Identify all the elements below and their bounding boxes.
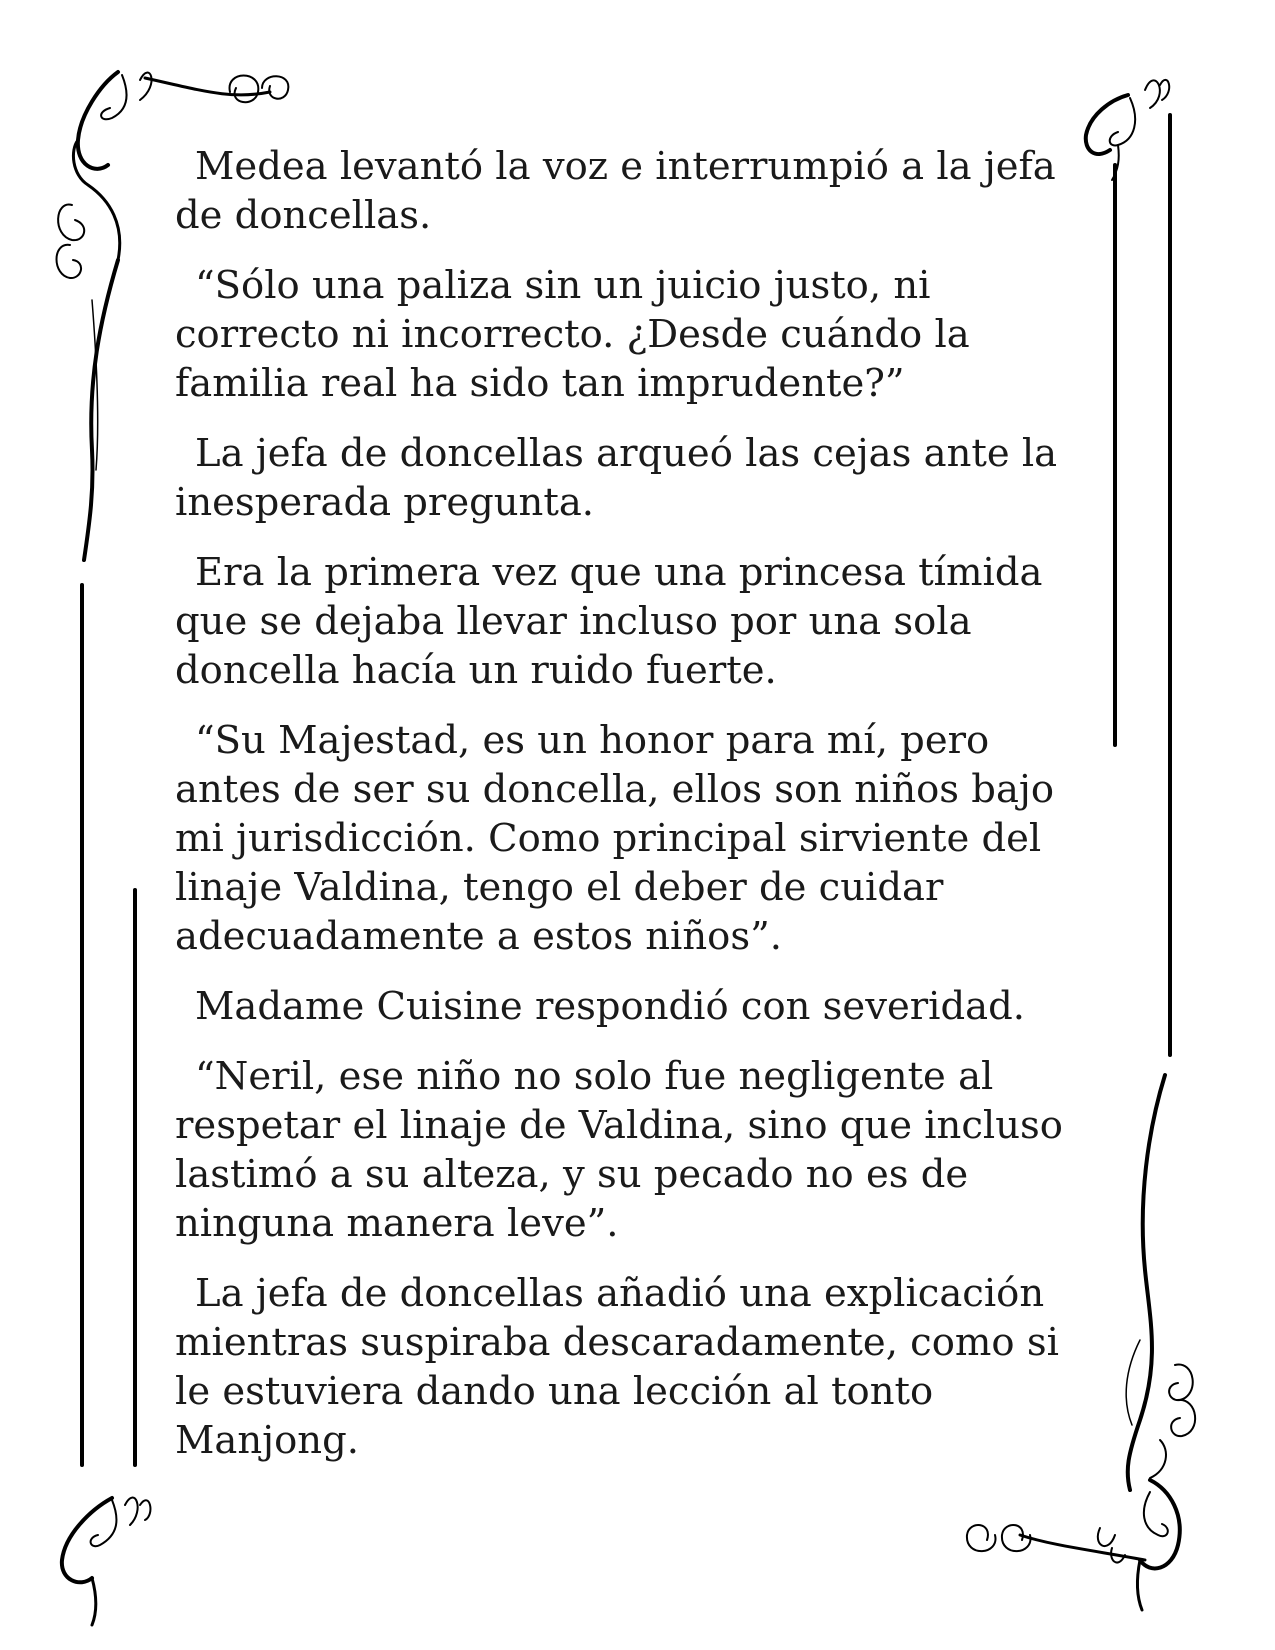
paragraph: La jefa de doncellas arqueó las cejas ante la inesperada pregunta. [175,431,1058,525]
paragraph: Era la primera vez que una princesa tímida que se dejaba llevar incluso por una sola doncella hacía un ruido fuerte. [175,550,1043,693]
paragraph: “Sólo una paliza sin un juicio justo, ni correcto ni incorrecto. ¿Desde cuándo la familia real ha sido tan imprudente?” [175,263,970,406]
paragraph: “Neril, ese niño no solo fue negligente al respetar el linaje de Valdina, sino que incluso lastimó a su alteza, y su pecado no es de ninguna manera leve”. [175,1054,1063,1246]
bottom-left-flourish-icon [62,1498,151,1625]
top-right-flourish-icon [1086,80,1169,180]
paragraph: “Su Majestad, es un honor para mí, pero antes de ser su doncella, ellos son niños bajo mi jurisdicción. Como principal sirviente del linaje Valdina, tengo el deber de cuidar adecuadamente a estos niños”. [175,718,1055,959]
bottom-right-flourish-icon [967,1480,1180,1610]
paragraph: La jefa de doncellas añadió una explicación mientras suspiraba descaradamente, como si le estuviera dando una lección al tonto Manjong. [175,1271,1059,1463]
body-text [175,142,1095,1486]
paragraph: Medea levantó la voz e interrumpió a la jefa de doncellas. [175,144,1056,238]
paragraph: Madame Cuisine respondió con severidad. [195,984,1025,1029]
right-flourish-icon [1126,1075,1195,1490]
